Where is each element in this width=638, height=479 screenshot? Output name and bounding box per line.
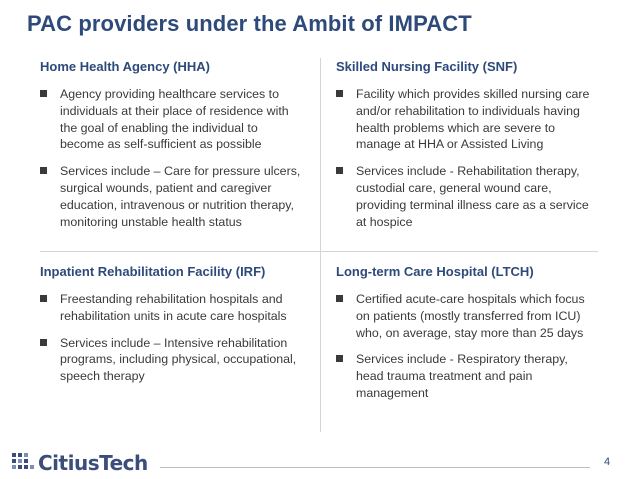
list-item: [40, 335, 302, 385]
quadrant-irf: [40, 263, 302, 395]
slide-title: PAC providers under the Ambit of IMPACT: [27, 11, 472, 36]
bullet-text: Agency providing healthcare services to individuals at their place of residence with the goal of enabling the individual to become as self-sufficient as possible: [60, 87, 289, 152]
quadrant-ltch: [336, 263, 598, 412]
bullet-text: Facility which provides skilled nursing care and/or rehabilitation to individuals having health problems which are severe to manage at HHA or Assisted Living: [356, 87, 590, 152]
square-bullet-icon: [40, 90, 47, 97]
list-item: [336, 163, 598, 230]
quadrant-snf: [336, 58, 598, 240]
bullet-list: [336, 86, 598, 230]
bullet-text: Services include - Respiratory therapy, head trauma treatment and pain management: [356, 352, 568, 400]
square-bullet-icon: [40, 339, 47, 346]
bullet-text: Freestanding rehabilitation hospitals and rehabilitation units in acute care hospitals: [60, 292, 287, 323]
footer-rule: [160, 467, 590, 468]
bullet-text: Certified acute-care hospitals which focus on patients (mostly transferred from ICU) who, on average, stay more than 25 days: [356, 292, 585, 340]
list-item: [336, 351, 598, 401]
square-bullet-icon: [336, 295, 343, 302]
list-item: [336, 86, 598, 153]
bullet-list: [336, 291, 598, 402]
quadrant-heading: Long-term Care Hospital (LTCH): [336, 264, 534, 279]
horizontal-divider: [40, 251, 598, 252]
quadrant-heading: Home Health Agency (HHA): [40, 59, 210, 74]
bullet-text: Services include – Intensive rehabilitation programs, including physical, occupational, speech therapy: [60, 335, 297, 384]
list-item: [336, 291, 598, 341]
list-item: [40, 163, 302, 230]
square-bullet-icon: [336, 90, 343, 97]
company-logo: [12, 451, 148, 475]
bullet-text: Services include – Care for pressure ulcers, surgical wounds, patient and caregiver education, intravenous or nutrition therapy, monitoring unstable health status: [60, 164, 301, 229]
vertical-divider: [320, 58, 321, 432]
square-bullet-icon: [40, 167, 47, 174]
bullet-list: [40, 291, 302, 385]
square-bullet-icon: [336, 355, 343, 362]
list-item: [40, 291, 302, 325]
quadrant-heading: Skilled Nursing Facility (SNF): [336, 59, 518, 74]
square-bullet-icon: [336, 167, 343, 174]
quadrant-heading: Inpatient Rehabilitation Facility (IRF): [40, 264, 266, 279]
bullet-text: Services include - Rehabilitation therapy, custodial care, general wound care, providing terminal illness care as a service at hospice: [356, 164, 589, 229]
logo-wordmark: CitiusTech: [38, 451, 148, 475]
bullet-list: [40, 86, 302, 230]
list-item: [40, 86, 302, 153]
square-bullet-icon: [40, 295, 47, 302]
quadrant-hha: [40, 58, 302, 240]
page-number: 4: [604, 456, 611, 468]
grid-squares-logo-icon: [12, 453, 34, 473]
